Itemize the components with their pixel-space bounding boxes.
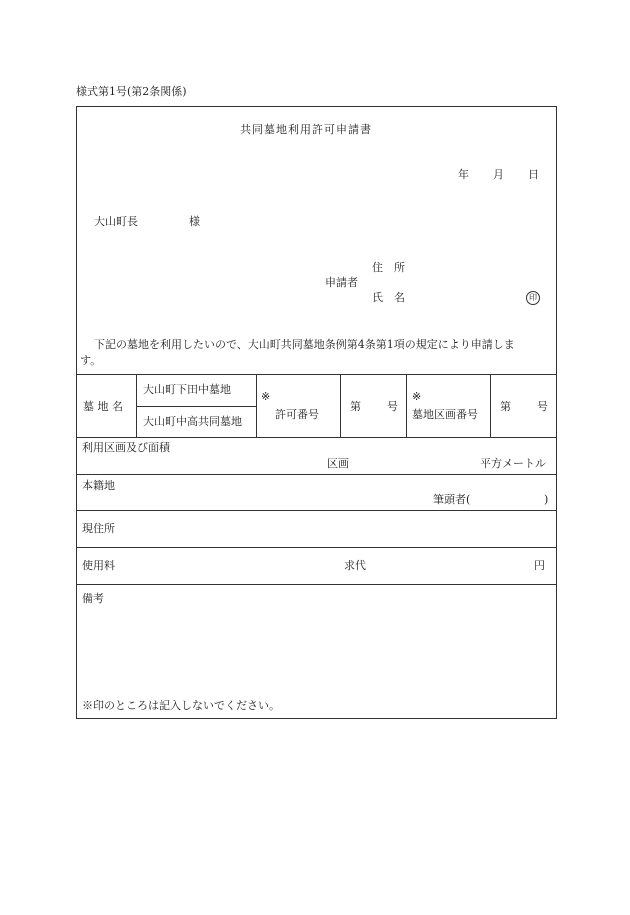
household-head-close: ) (544, 493, 549, 506)
applicant-label: 申請者 (325, 276, 358, 289)
permit-dai: 第 (350, 400, 361, 413)
addressee-honorific: 様 (189, 215, 200, 228)
col-divider-4 (406, 374, 407, 437)
row-line-4 (76, 547, 557, 548)
permit-number-label: 許可番号 (275, 408, 319, 421)
plot-go: 号 (537, 400, 548, 413)
row-line-5 (76, 584, 557, 585)
date-year: 年 (458, 168, 469, 181)
permit-go: 号 (387, 400, 398, 413)
fee-middle: 求代 (344, 559, 366, 572)
col-divider-2 (256, 374, 257, 437)
cemetery-split-line (136, 406, 256, 407)
asterisk-mark-1: ※ (261, 390, 271, 403)
form-title: 共同墓地利用許可申請書 (240, 123, 372, 136)
cemetery-option-1: 大山町下田中墓地 (143, 383, 231, 396)
footnote: ※印のところは記入しないでください。 (82, 699, 280, 712)
form-number: 様式第1号(第2条関係) (76, 85, 187, 98)
household-head-label: 筆頭者( (433, 493, 471, 506)
plot-dai: 第 (500, 400, 511, 413)
plot-number-label: 墓地区画番号 (412, 408, 478, 421)
remarks-label: 備考 (82, 592, 104, 605)
statement-text-line2: す。 (80, 354, 102, 367)
statement-text: 下記の墓地を利用したいので、大山町共同墓地条例第4条第1項の規定により申請しま (94, 338, 515, 351)
row-line-2 (76, 474, 557, 475)
applicant-name-label: 氏 名 (372, 291, 405, 304)
area-unit: 平方メートル (480, 457, 546, 470)
plot-area-label: 利用区画及び面積 (82, 441, 170, 454)
applicant-address-label: 住 所 (372, 261, 405, 274)
row-line-3 (76, 510, 557, 511)
addressee-name: 大山町長 (94, 215, 138, 228)
fee-unit: 円 (534, 559, 545, 572)
table-top-border (76, 374, 557, 375)
date-month: 月 (493, 168, 504, 181)
current-address-label: 現住所 (82, 522, 115, 535)
domicile-label: 本籍地 (82, 479, 115, 492)
seal-mark: 印 (526, 291, 540, 305)
cemetery-label: 墓 地 名 (83, 400, 123, 413)
cemetery-option-2: 大山町中高共同墓地 (143, 415, 242, 428)
row-line-1 (76, 437, 557, 438)
plot-unit: 区画 (327, 457, 349, 470)
col-divider-5 (490, 374, 491, 437)
asterisk-mark-2: ※ (412, 390, 422, 403)
date-day: 日 (528, 168, 539, 181)
col-divider-3 (340, 374, 341, 437)
fee-label: 使用料 (82, 559, 115, 572)
